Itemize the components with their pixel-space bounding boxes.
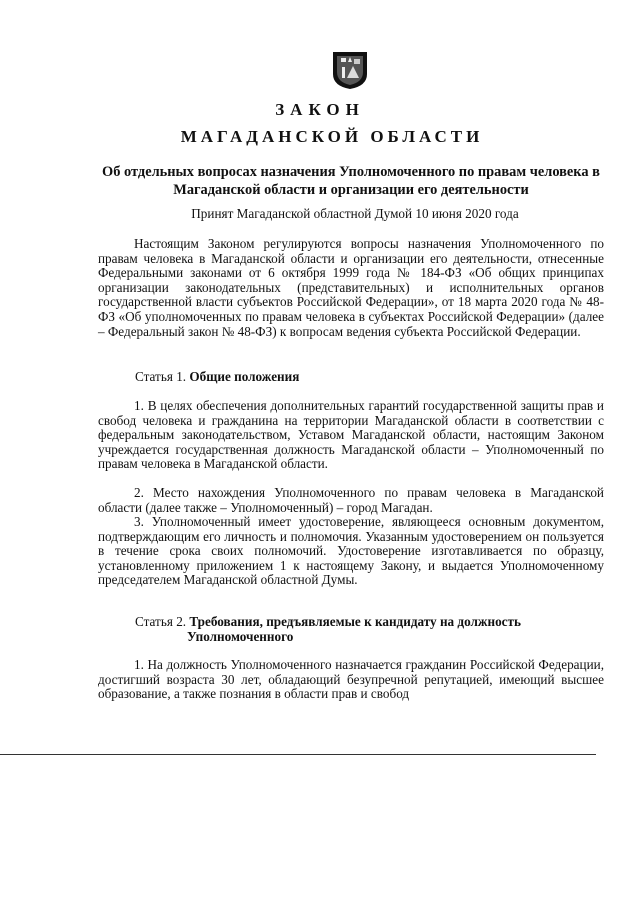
page-divider-line — [0, 754, 596, 755]
article-1-number: Статья 1. — [135, 369, 187, 384]
article-2-heading — [135, 614, 605, 644]
article-2-paragraph-1: 1. На должность Уполномоченного назначается гражданин Российской Федерации, достигший возраста 30 лет, обладающий безупречной репутацией, имеющий высшее образование, а также познания в области прав и свобод — [98, 657, 604, 702]
preamble-paragraph: Настоящим Законом регулируются вопросы назначения Уполномоченного по правам человека в Магаданской области и организации его деятельности, отнесенные Федеральными законами от 6 октября 1999 года № 184-ФЗ «Об общих принципах организации законодательных (представительных) и исполнительных органов государственной власти субъектов Российской Федерации», от 18 марта 2020 года № 48-ФЗ «Об уполномоченных по правам человека в субъектах Российской Федерации» (далее – Федеральный закон № 48-ФЗ) к вопросам ведения субъекта Российской Федерации. — [98, 236, 604, 339]
adoption-note: Принят Магаданской областной Думой 10 июня 2020 года — [191, 206, 519, 221]
magadan-oblast-coat-of-arms-icon — [331, 50, 369, 90]
article-1-title: Общие положения — [189, 369, 300, 384]
article-2-number: Статья 2. — [135, 614, 187, 629]
article-1-heading — [135, 369, 605, 384]
law-subject-heading: Об отдельных вопросах назначения Уполномоченного по правам человека в Магаданской области и организации его деятельности — [102, 164, 600, 198]
article-1-paragraph-3: 3. Уполномоченный имеет удостоверение, являющееся основным документом, подтверждающим его личность и полномочия. Указанным удостоверением он пользуется в течение срока своих полномочий. Удостоверение изготавливается по образцу, установленному приложением 1 к настоящему Закону, и выдается Уполномоченному председателем Магаданской областной Думы. — [98, 514, 604, 588]
law-region-title: МАГАДАНСКОЙ ОБЛАСТИ — [180, 127, 484, 146]
article-1-paragraph-2: 2. Место нахождения Уполномоченного по правам человека в Магаданской области (далее также – Уполномоченный) – город Магадан. — [98, 485, 604, 515]
law-title: ЗАКОН — [275, 100, 365, 119]
article-1-paragraph-1: 1. В целях обеспечения дополнительных гарантий государственной защиты прав и свобод человека и гражданина на территории Магаданской области в соответствии с федеральным законодательством, Уставом Магаданской области, настоящим Законом учреждается государственная должность Магаданской области – Уполномоченный по правам человека в Магаданской области. — [98, 398, 604, 472]
article-2-title-line-1: Требования, предъявляемые к кандидату на должность — [189, 614, 521, 629]
article-2-title-line-2: Уполномоченного — [187, 629, 294, 644]
